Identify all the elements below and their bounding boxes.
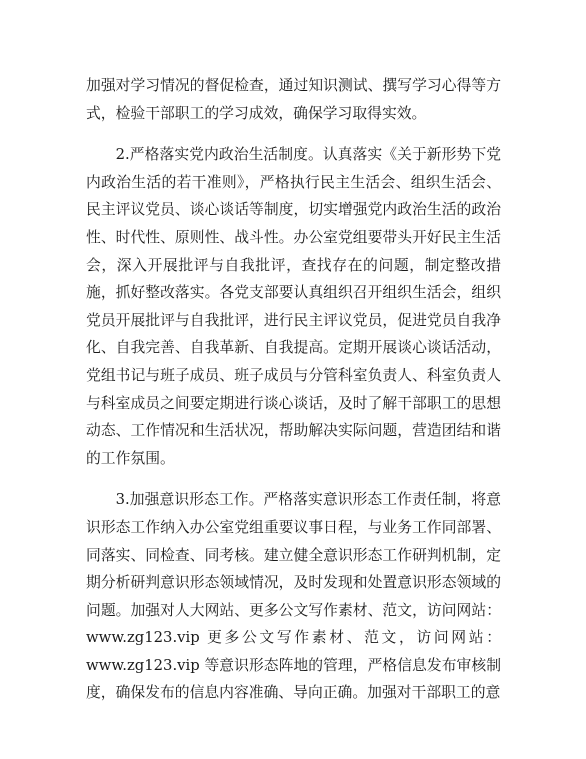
paragraph-item-3: 3.加强意识形态工作。严格落实意识形态工作责任制，将意识形态工作纳入办公室党组重要议事日程，与业务工作同部署、同落实、同检查、同考核。建立健全意识形态工作研判机制，定期分析研判意识形态领域情况，及时发现和处置意识形态领域的问题。加强对人大网站、更多公文写作素材、范文，访问网站：www.zg123.vip 更多公文写作素材、范文，访问网站：www.zg123.vip 等意识形态阵地的管理，严格信息发布审核制度，确保发布的信息内容准确、导向正确。加强对干部职工的意: [86, 491, 501, 702]
document-body: [86, 72, 501, 707]
paragraph-item-2: 2.严格落实党内政治生活制度。认真落实《关于新形势下党内政治生活的若干准则》，严格执行民主生活会、组织生活会、民主评议党员、谈心谈话等制度，切实增强党内政治生活的政治性、时代性、原则性、战斗性。办公室党组要带头开好民主生活会，深入开展批评与自我批评，查找存在的问题，制定整改措施，抓好整改落实。各党支部要认真组织召开组织生活会，组织党员开展批评与自我批评，进行民主评议党员，促进党员自我净化、自我完善、自我革新、自我提高。定期开展谈心谈话活动，党组书记与班子成员、班子成员与分管科室负责人、科室负责人与科室成员之间要定期进行谈心谈话，及时了解干部职工的思想动态、工作情况和生活状况，帮助解决实际问题，营造团结和谐的工作氛围。: [86, 146, 501, 467]
paragraph-continuation: 加强对学习情况的督促检查，通过知识测试、撰写学习心得等方式，检验干部职工的学习成效，确保学习取得实效。: [86, 77, 501, 122]
